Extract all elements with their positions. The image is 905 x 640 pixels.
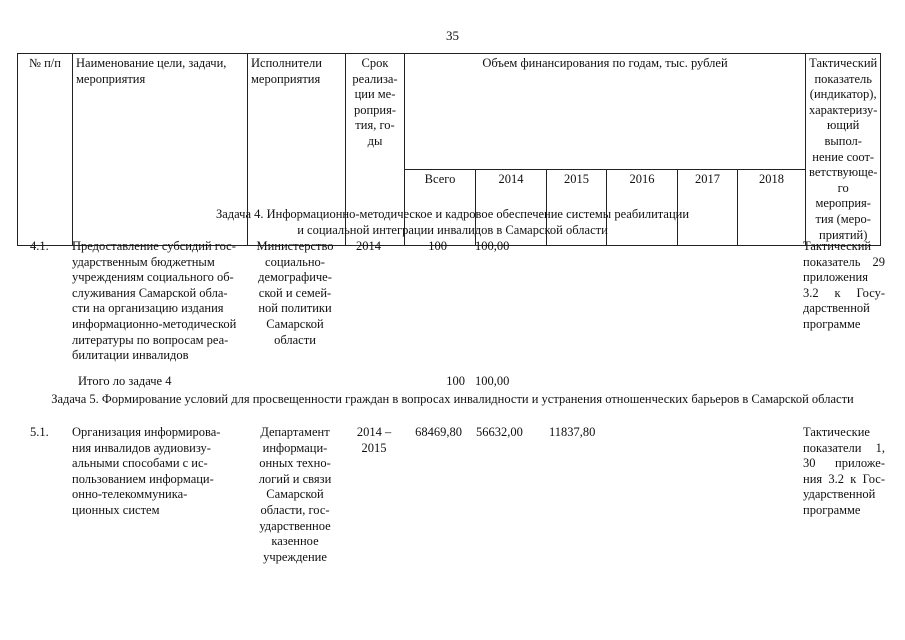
task4-subtotal-2014: 100,00 [475,374,510,388]
header-name: Наименование цели, задачи, мероприятия [73,54,248,246]
task4-title-line2: и социальной интеграции инвалидов в Самарской области [297,223,608,237]
row-4-1-num: 4.1. [30,239,49,253]
row-4-1-name: Предоставление субсидий гос- ударственным бюджетным учреждениям социального об- служивания Самарской обла- сти на организацию издания информационно-методической литературы по вопросам реа- билитации инвалидов [72,239,237,363]
header-indicator: Тактический показатель (индикатор), характеризу- ющий выпол- нение соот- ветствующе- го мероприя- тия (меро- приятий) [806,54,881,246]
row-4-1-2014: 100,00 [475,239,510,253]
task4-subtotal-label: Итого ло задаче 4 [78,374,172,388]
row-5-1-term: 2014 – 2015 [356,425,392,455]
row-5-1-num: 5.1. [30,425,49,439]
page-number: 35 [446,28,459,43]
task4-subtotal-total: 100 [446,374,465,388]
header-year-2018: 2018 [738,170,806,246]
header-year-2015: 2015 [547,170,607,246]
header-num: № п/п [18,54,73,246]
task5-title: Задача 5. Формирование условий для просвещенности граждан в вопросах инвалидности и устранения отношенческих барьеров в Самарской области [51,392,854,406]
row-4-1-total: 100 [428,239,447,253]
header-financing: Объем финансирования по годам, тыс. рублей [405,54,806,170]
header-total: Всего [405,170,476,246]
header-year-2017: 2017 [678,170,738,246]
row-5-1-name: Организация информирова- ния инвалидов аудиовизу- альными способами с ис- пользованием информаци- онно-телекоммуника- ционных систем [72,425,221,517]
row-5-1-2015: 11837,80 [549,425,596,439]
row-5-1-2014: 56632,00 [476,425,523,439]
header-year-2014: 2014 [476,170,547,246]
header-year-2016: 2016 [607,170,678,246]
row-4-1-indicator: Тактический показатель 29 приложения 3.2 к Госу- дарственной программе [803,239,885,331]
row-5-1-total: 68469,80 [415,425,462,439]
row-5-1-executor: Департамент информаци- онных техно- логий и связи Самарской области, гос- ударственное казенное учреждение [258,425,332,564]
row-4-1-executor: Министерство социально- демографиче- ской и семей- ной политики Самарской области [256,239,334,347]
header-term: Срок реализа- ции ме- роприя- тия, го- ды [346,54,405,246]
header-executors: Исполнители мероприятия [248,54,346,246]
row-5-1-indicator: Тактические показатели 1, 30 приложе- ния 3.2 к Гос- ударственной программе [803,425,885,517]
task4-title-line1: Задача 4. Информационно-методическое и кадровое обеспечение системы реабилитации [215,207,690,221]
row-4-1-term: 2014 [356,239,381,253]
